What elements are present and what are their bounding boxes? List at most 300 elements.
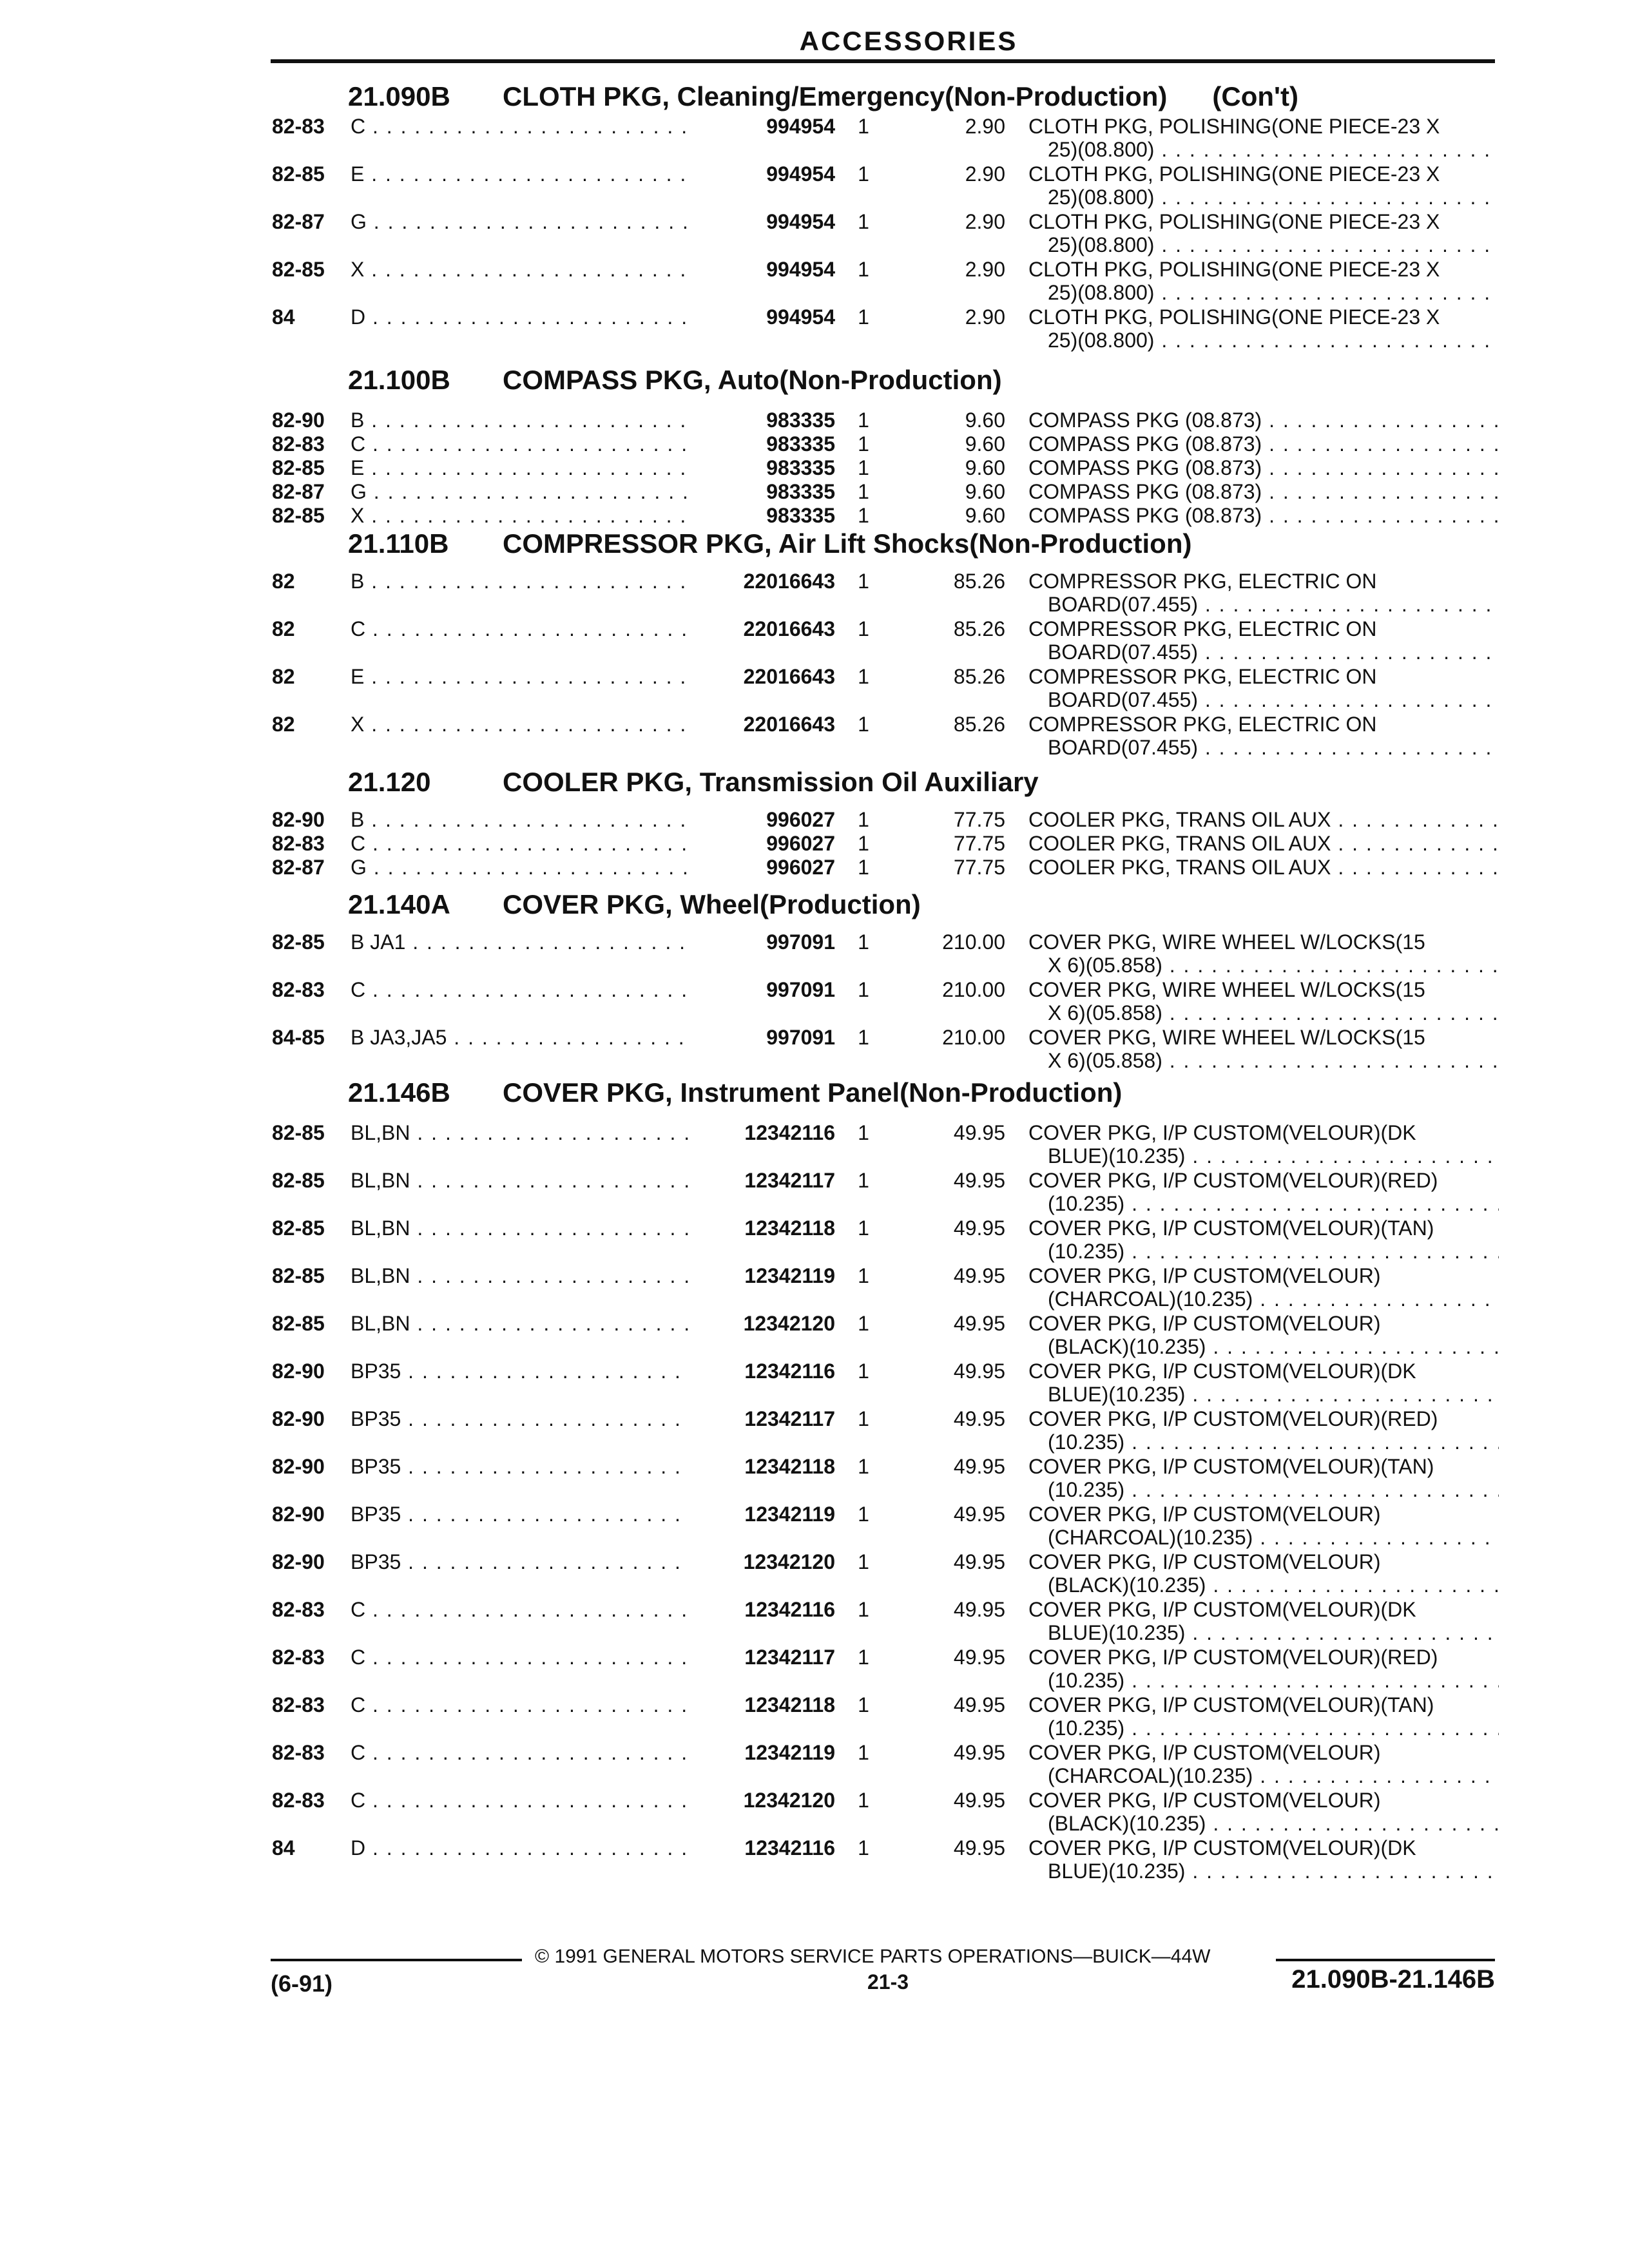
part-number-cell: 22016643 [689,713,835,736]
series-cell: E . . . [351,456,699,480]
part-row [0,978,1629,1026]
series-cell: C . . . [351,115,699,139]
series-cell: X . . . [351,713,699,736]
part-number-cell: 983335 [689,456,835,480]
part-row [0,1169,1629,1216]
price-cell: 49.95 [953,1741,1005,1764]
part-number-cell: 12342117 [689,1407,835,1431]
quantity-cell: 1 [858,162,869,186]
description-line-2: (10.235) . . . [1048,1192,1499,1216]
description-line-2: (BLACK)(10.235) . . . [1048,1335,1499,1359]
quantity-cell: 1 [858,1407,869,1430]
description-line-1: COVER PKG, I/P CUSTOM(VELOUR) [1028,1312,1381,1335]
section-title: COOLER PKG, Transmission Oil Auxiliary [503,767,1039,797]
part-row [0,115,1629,162]
quantity-cell: 1 [858,456,869,479]
part-number-cell: 12342116 [689,1836,835,1860]
year-cell: 82-87 [272,210,325,233]
series-cell: BP35 . . . [351,1503,699,1526]
description-line-1: CLOTH PKG, POLISHING(ONE PIECE-23 X [1028,115,1440,138]
series-cell: D . . . [351,1836,699,1860]
price-cell: 49.95 [953,1550,1005,1573]
description-line-2: BLUE)(10.235) . . . [1048,1144,1499,1168]
series-cell: D . . . [351,305,699,329]
description-line-1: COVER PKG, I/P CUSTOM(VELOUR) [1028,1264,1381,1287]
part-row [0,480,1629,505]
price-cell: 49.95 [953,1693,1005,1716]
quantity-cell: 1 [858,115,869,138]
price-cell: 49.95 [953,1503,1005,1526]
price-cell: 49.95 [953,1264,1005,1287]
description-line-2: (10.235) . . . [1048,1669,1499,1693]
footer-copyright: © 1991 GENERAL MOTORS SERVICE PARTS OPERATIONS—BUICK—44W [535,1946,1211,1967]
year-cell: 82-90 [272,1503,325,1526]
part-number-cell: 12342120 [689,1789,835,1812]
series-cell: C . . . [351,832,699,856]
description-line-2: (CHARCOAL)(10.235) . . . [1048,1287,1499,1311]
price-cell: 77.75 [953,856,1005,879]
section-heading [348,767,1039,798]
description-line-1: COVER PKG, I/P CUSTOM(VELOUR)(RED) [1028,1646,1438,1669]
description-line-2: (10.235) . . . [1048,1478,1499,1502]
part-number-cell: 983335 [689,504,835,528]
footer-section-range: 21.090B-21.146B [1291,1965,1495,1994]
section-continued: (Con't) [1212,81,1298,111]
series-cell: C . . . [351,617,699,641]
description-line-1: COMPASS PKG (08.873) . . . [1028,504,1499,528]
part-row [0,432,1629,457]
description-line-2: 25)(08.800) . . . [1048,138,1499,162]
series-cell: BL,BN . . . [351,1264,699,1288]
series-cell: X . . . [351,504,699,528]
price-cell: 85.26 [953,665,1005,688]
price-cell: 9.60 [965,408,1005,432]
part-row [0,408,1629,433]
series-cell: G . . . [351,480,699,504]
description-line-1: CLOTH PKG, POLISHING(ONE PIECE-23 X [1028,305,1440,329]
year-cell: 82-87 [272,480,325,503]
year-cell: 82-83 [272,432,325,456]
description-line-1: COVER PKG, WIRE WHEEL W/LOCKS(15 [1028,930,1425,954]
year-cell: 82-85 [272,1264,325,1287]
section-heading [348,528,1191,559]
part-row [0,456,1629,481]
price-cell: 210.00 [942,978,1005,1001]
description-line-2: (10.235) . . . [1048,1240,1499,1264]
price-cell: 9.60 [965,480,1005,503]
price-cell: 49.95 [953,1360,1005,1383]
year-cell: 82-85 [272,1216,325,1240]
description-line-1: COVER PKG, I/P CUSTOM(VELOUR) [1028,1789,1381,1812]
description-line-2: (10.235) . . . [1048,1716,1499,1740]
price-cell: 210.00 [942,1026,1005,1049]
year-cell: 82-90 [272,408,325,432]
series-cell: B JA3,JA5 . . . [351,1026,699,1050]
description-line-1: COVER PKG, WIRE WHEEL W/LOCKS(15 [1028,1026,1425,1049]
description-line-2: (CHARCOAL)(10.235) . . . [1048,1764,1499,1788]
year-cell: 82-90 [272,808,325,831]
part-row [0,1836,1629,1884]
quantity-cell: 1 [858,1360,869,1383]
description-line-2: 25)(08.800) . . . [1048,281,1499,305]
quantity-cell: 1 [858,305,869,329]
year-cell: 82-85 [272,1169,325,1192]
part-row [0,305,1629,353]
quantity-cell: 1 [858,408,869,432]
description-line-1: COMPRESSOR PKG, ELECTRIC ON [1028,713,1377,736]
price-cell: 210.00 [942,930,1005,954]
header-rule [271,59,1495,63]
price-cell: 2.90 [965,210,1005,233]
year-cell: 82 [272,713,295,736]
description-line-1: CLOTH PKG, POLISHING(ONE PIECE-23 X [1028,258,1440,281]
year-cell: 82-83 [272,1693,325,1716]
quantity-cell: 1 [858,1598,869,1621]
section-code: 21.140A [348,889,450,919]
section-heading [348,365,1002,396]
description-line-1: COMPRESSOR PKG, ELECTRIC ON [1028,617,1377,640]
description-line-2: (BLACK)(10.235) . . . [1048,1573,1499,1597]
series-cell: BP35 . . . [351,1455,699,1479]
price-cell: 9.60 [965,456,1005,479]
quantity-cell: 1 [858,1312,869,1335]
year-cell: 82-87 [272,856,325,879]
part-row [0,210,1629,258]
description-line-2: X 6)(05.858) . . . [1048,954,1499,977]
quantity-cell: 1 [858,1693,869,1716]
section-title: COVER PKG, Wheel(Production) [503,889,921,919]
series-cell: BL,BN . . . [351,1312,699,1336]
part-number-cell: 997091 [689,978,835,1002]
quantity-cell: 1 [858,1741,869,1764]
series-cell: C . . . [351,1693,699,1717]
description-line-1: COOLER PKG, TRANS OIL AUX . . . [1028,808,1499,832]
footer-page-number: 21-3 [867,1970,909,1994]
description-line-2: BOARD(07.455) . . . [1048,593,1499,617]
description-line-2: (10.235) . . . [1048,1430,1499,1454]
part-row [0,162,1629,210]
part-number-cell: 997091 [689,930,835,954]
price-cell: 49.95 [953,1598,1005,1621]
description-line-2: BOARD(07.455) . . . [1048,688,1499,712]
description-line-2: X 6)(05.858) . . . [1048,1049,1499,1073]
price-cell: 2.90 [965,258,1005,281]
part-number-cell: 996027 [689,856,835,879]
price-cell: 49.95 [953,1836,1005,1860]
quantity-cell: 1 [858,808,869,831]
price-cell: 77.75 [953,832,1005,855]
part-row [0,258,1629,305]
description-line-1: COMPASS PKG (08.873) . . . [1028,456,1499,480]
part-number-cell: 12342120 [689,1312,835,1336]
series-cell: X . . . [351,258,699,282]
quantity-cell: 1 [858,1646,869,1669]
description-line-1: COMPASS PKG (08.873) . . . [1028,480,1499,504]
series-cell: B . . . [351,408,699,432]
year-cell: 82-83 [272,115,325,138]
price-cell: 2.90 [965,115,1005,138]
section-title: COMPRESSOR PKG, Air Lift Shocks(Non-Production) [503,528,1192,559]
quantity-cell: 1 [858,1836,869,1860]
series-cell: BP35 . . . [351,1360,699,1383]
description-line-2: BLUE)(10.235) . . . [1048,1860,1499,1883]
description-line-2: BOARD(07.455) . . . [1048,640,1499,664]
part-row [0,617,1629,665]
part-row [0,1503,1629,1550]
series-cell: BP35 . . . [351,1550,699,1574]
part-number-cell: 994954 [689,210,835,234]
year-cell: 82-83 [272,832,325,855]
series-cell: B . . . [351,808,699,832]
price-cell: 85.26 [953,570,1005,593]
year-cell: 82 [272,617,295,640]
description-line-1: COVER PKG, I/P CUSTOM(VELOUR)(DK [1028,1121,1416,1144]
page-title: ACCESSORIES [799,26,1018,56]
part-row [0,808,1629,832]
part-row [0,570,1629,617]
year-cell: 82-85 [272,1312,325,1335]
series-cell: G . . . [351,856,699,879]
quantity-cell: 1 [858,978,869,1001]
series-cell: C . . . [351,978,699,1002]
price-cell: 85.26 [953,617,1005,640]
section-heading [348,81,1298,112]
part-row [0,832,1629,856]
year-cell: 82-83 [272,1646,325,1669]
description-line-1: COVER PKG, I/P CUSTOM(VELOUR)(TAN) [1028,1216,1434,1240]
part-number-cell: 996027 [689,808,835,832]
description-line-2: X 6)(05.858) . . . [1048,1001,1499,1025]
part-number-cell: 12342118 [689,1455,835,1479]
quantity-cell: 1 [858,504,869,527]
year-cell: 82-83 [272,1598,325,1621]
quantity-cell: 1 [858,258,869,281]
year-cell: 82-83 [272,1741,325,1764]
year-cell: 82-85 [272,930,325,954]
price-cell: 49.95 [953,1169,1005,1192]
section-title: CLOTH PKG, Cleaning/Emergency(Non-Production) [503,81,1168,111]
series-cell: BP35 . . . [351,1407,699,1431]
quantity-cell: 1 [858,930,869,954]
description-line-1: COVER PKG, I/P CUSTOM(VELOUR)(RED) [1028,1407,1438,1430]
series-cell: E . . . [351,162,699,186]
description-line-2: 25)(08.800) . . . [1048,233,1499,257]
part-number-cell: 22016643 [689,665,835,689]
part-number-cell: 983335 [689,432,835,456]
quantity-cell: 1 [858,432,869,456]
price-cell: 9.60 [965,504,1005,527]
section-heading [348,1077,1122,1108]
year-cell: 82-90 [272,1360,325,1383]
part-row [0,1550,1629,1598]
quantity-cell: 1 [858,1264,869,1287]
series-cell: C . . . [351,1598,699,1622]
part-number-cell: 12342117 [689,1646,835,1669]
quantity-cell: 1 [858,1503,869,1526]
part-number-cell: 994954 [689,115,835,139]
price-cell: 9.60 [965,432,1005,456]
part-number-cell: 983335 [689,408,835,432]
part-row [0,1264,1629,1312]
part-row [0,1026,1629,1073]
section-code: 21.100B [348,365,450,395]
part-row [0,504,1629,528]
footer-revision: (6-91) [271,1970,333,1997]
description-line-2: 25)(08.800) . . . [1048,329,1499,352]
quantity-cell: 1 [858,1550,869,1573]
quantity-cell: 1 [858,1121,869,1144]
year-cell: 82-85 [272,456,325,479]
part-number-cell: 12342116 [689,1598,835,1622]
part-number-cell: 12342118 [689,1693,835,1717]
section-title: COMPASS PKG, Auto(Non-Production) [503,365,1002,395]
series-cell: E . . . [351,665,699,689]
part-number-cell: 12342116 [689,1360,835,1383]
year-cell: 82-85 [272,258,325,281]
price-cell: 49.95 [953,1646,1005,1669]
part-row [0,1360,1629,1407]
part-number-cell: 12342117 [689,1169,835,1193]
part-row [0,930,1629,978]
quantity-cell: 1 [858,1216,869,1240]
part-number-cell: 994954 [689,305,835,329]
part-row [0,1789,1629,1836]
part-number-cell: 12342119 [689,1503,835,1526]
year-cell: 82-85 [272,162,325,186]
series-cell: BL,BN . . . [351,1169,699,1193]
quantity-cell: 1 [858,665,869,688]
quantity-cell: 1 [858,1169,869,1192]
series-cell: C . . . [351,432,699,456]
series-cell: B JA1 . . . [351,930,699,954]
description-line-1: COVER PKG, WIRE WHEEL W/LOCKS(15 [1028,978,1425,1001]
part-row [0,1693,1629,1741]
description-line-1: COVER PKG, I/P CUSTOM(VELOUR)(TAN) [1028,1455,1434,1478]
description-line-1: COOLER PKG, TRANS OIL AUX . . . [1028,832,1499,856]
price-cell: 77.75 [953,808,1005,831]
description-line-1: COVER PKG, I/P CUSTOM(VELOUR)(DK [1028,1360,1416,1383]
footer-rule-right [1276,1959,1495,1961]
series-cell: G . . . [351,210,699,234]
part-row [0,1598,1629,1646]
section-code: 21.120 [348,767,431,797]
description-line-1: COVER PKG, I/P CUSTOM(VELOUR)(RED) [1028,1169,1438,1192]
year-cell: 82-90 [272,1407,325,1430]
description-line-1: COVER PKG, I/P CUSTOM(VELOUR)(DK [1028,1598,1416,1621]
description-line-1: COVER PKG, I/P CUSTOM(VELOUR)(TAN) [1028,1693,1434,1716]
part-number-cell: 12342118 [689,1216,835,1240]
part-row [0,1741,1629,1789]
quantity-cell: 1 [858,713,869,736]
part-number-cell: 12342119 [689,1741,835,1765]
price-cell: 2.90 [965,162,1005,186]
section-code: 21.110B [348,528,449,559]
description-line-1: CLOTH PKG, POLISHING(ONE PIECE-23 X [1028,210,1440,233]
series-cell: C . . . [351,1789,699,1812]
series-cell: C . . . [351,1646,699,1669]
quantity-cell: 1 [858,832,869,855]
footer-rule-left [271,1959,522,1961]
quantity-cell: 1 [858,1789,869,1812]
year-cell: 82-90 [272,1550,325,1573]
year-cell: 82-85 [272,504,325,527]
year-cell: 84 [272,1836,295,1860]
price-cell: 49.95 [953,1312,1005,1335]
part-row [0,1312,1629,1360]
part-number-cell: 994954 [689,258,835,282]
series-cell: C . . . [351,1741,699,1765]
quantity-cell: 1 [858,210,869,233]
part-number-cell: 12342120 [689,1550,835,1574]
description-line-1: COOLER PKG, TRANS OIL AUX . . . [1028,856,1499,879]
part-row [0,1121,1629,1169]
description-line-1: COMPRESSOR PKG, ELECTRIC ON [1028,570,1377,593]
part-number-cell: 22016643 [689,570,835,593]
price-cell: 49.95 [953,1407,1005,1430]
year-cell: 82-90 [272,1455,325,1478]
year-cell: 84 [272,305,295,329]
description-line-1: COMPRESSOR PKG, ELECTRIC ON [1028,665,1377,688]
year-cell: 82 [272,665,295,688]
quantity-cell: 1 [858,856,869,879]
section-code: 21.090B [348,81,450,111]
part-number-cell: 12342119 [689,1264,835,1288]
part-row [0,665,1629,713]
price-cell: 49.95 [953,1216,1005,1240]
part-number-cell: 983335 [689,480,835,504]
description-line-2: (BLACK)(10.235) . . . [1048,1812,1499,1836]
part-number-cell: 996027 [689,832,835,856]
description-line-1: CLOTH PKG, POLISHING(ONE PIECE-23 X [1028,162,1440,186]
description-line-2: BLUE)(10.235) . . . [1048,1383,1499,1407]
description-line-1: COMPASS PKG (08.873) . . . [1028,408,1499,432]
quantity-cell: 1 [858,1026,869,1049]
part-number-cell: 997091 [689,1026,835,1050]
part-number-cell: 22016643 [689,617,835,641]
price-cell: 85.26 [953,713,1005,736]
description-line-1: COVER PKG, I/P CUSTOM(VELOUR) [1028,1550,1381,1573]
year-cell: 82-83 [272,978,325,1001]
part-number-cell: 12342116 [689,1121,835,1145]
price-cell: 49.95 [953,1121,1005,1144]
section-title: COVER PKG, Instrument Panel(Non-Production) [503,1077,1123,1108]
part-row [0,1646,1629,1693]
part-row [0,1455,1629,1503]
price-cell: 2.90 [965,305,1005,329]
quantity-cell: 1 [858,617,869,640]
section-heading [348,889,921,920]
year-cell: 82-83 [272,1789,325,1812]
quantity-cell: 1 [858,570,869,593]
description-line-1: COMPASS PKG (08.873) . . . [1028,432,1499,456]
description-line-1: COVER PKG, I/P CUSTOM(VELOUR) [1028,1503,1381,1526]
series-cell: BL,BN . . . [351,1216,699,1240]
part-number-cell: 994954 [689,162,835,186]
part-row [0,1407,1629,1455]
series-cell: B . . . [351,570,699,593]
year-cell: 82 [272,570,295,593]
section-code: 21.146B [348,1077,450,1108]
quantity-cell: 1 [858,480,869,503]
description-line-1: COVER PKG, I/P CUSTOM(VELOUR)(DK [1028,1836,1416,1860]
price-cell: 49.95 [953,1455,1005,1478]
description-line-1: COVER PKG, I/P CUSTOM(VELOUR) [1028,1741,1381,1764]
part-row [0,713,1629,760]
price-cell: 49.95 [953,1789,1005,1812]
quantity-cell: 1 [858,1455,869,1478]
year-cell: 82-85 [272,1121,325,1144]
year-cell: 84-85 [272,1026,325,1049]
